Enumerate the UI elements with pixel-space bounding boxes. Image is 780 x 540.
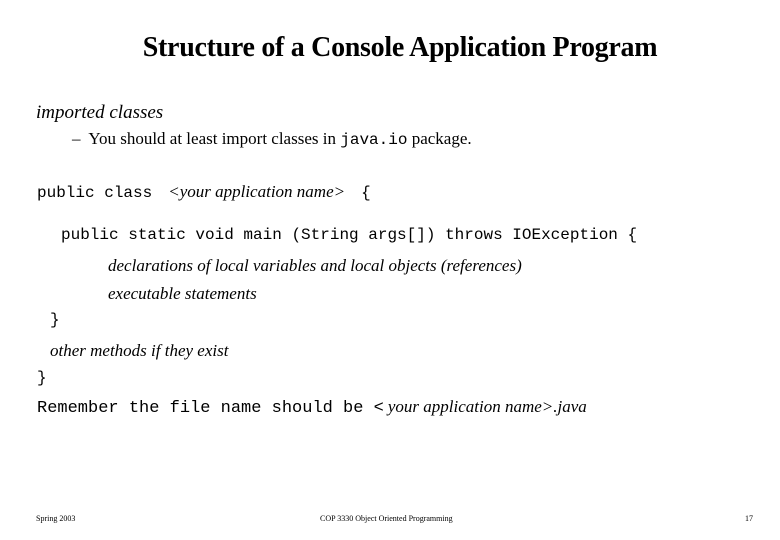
other-methods-note: other methods if they exist (50, 341, 229, 360)
class-open-brace: { (361, 184, 371, 202)
imported-classes-label: imported classes (36, 102, 164, 123)
main-close-brace: } (50, 311, 60, 329)
bullet-import-note (72, 129, 472, 149)
footer-date: Spring 2003 (36, 514, 76, 523)
body-line-statements: executable statements (108, 284, 257, 303)
class-name-placeholder: <your application name> (168, 182, 346, 201)
remember-code-text: Remember the file name should be < (37, 399, 384, 418)
class-code-prefix: public class (37, 184, 153, 202)
bullet-dash: – (72, 129, 81, 148)
bullet-text-before: You should at least import classes in (88, 129, 336, 148)
footer-page-number: 17 (745, 514, 753, 523)
class-close-brace: } (37, 369, 47, 387)
bullet-text-after: package. (411, 129, 472, 148)
footer-course: COP 3330 Object Oriented Programming (320, 514, 453, 523)
class-declaration (37, 182, 371, 202)
body-line-declarations: declarations of local variables and local objects (references) (108, 256, 522, 275)
remember-note (37, 397, 587, 418)
main-method-signature: public static void main (String args[]) throws IOException { (61, 226, 638, 244)
slide-title: Structure of a Console Application Program (142, 32, 658, 63)
bullet-code-package: java.io (340, 131, 408, 149)
remember-italic-text: your application name>.java (387, 397, 587, 416)
